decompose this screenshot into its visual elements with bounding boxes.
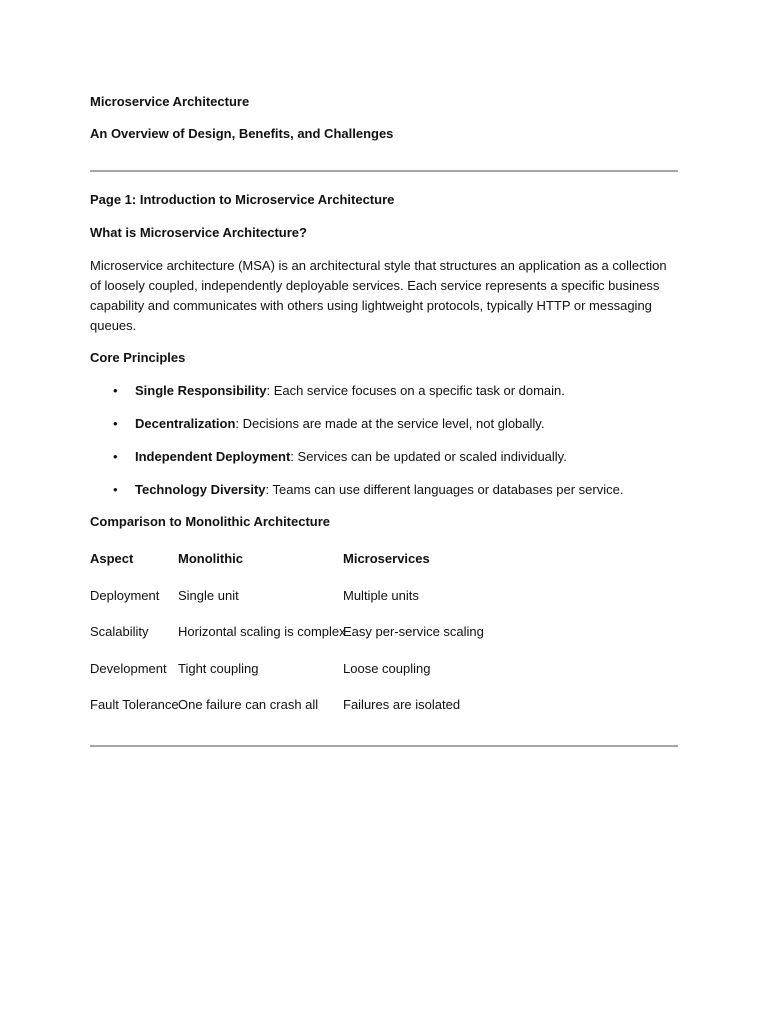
- table-cell: Fault Tolerance: [90, 697, 179, 712]
- bottom-divider: [90, 745, 678, 747]
- table-header-cell: Microservices: [343, 551, 430, 566]
- table-cell: Development: [90, 661, 167, 676]
- table-cell: Loose coupling: [343, 661, 431, 676]
- principle-term: Technology Diversity: [135, 482, 266, 497]
- bullet-icon: •: [113, 482, 118, 497]
- page-heading: Page 1: Introduction to Microservice Architecture: [90, 192, 395, 207]
- principle-desc: : Teams can use different languages or databases per service.: [265, 482, 624, 497]
- section-heading-what: What is Microservice Architecture?: [90, 225, 307, 240]
- table-cell: Deployment: [90, 588, 160, 603]
- document-subtitle: An Overview of Design, Benefits, and Challenges: [90, 126, 394, 141]
- bullet-icon: •: [113, 449, 118, 464]
- table-header-cell: Aspect: [90, 551, 134, 566]
- section-heading-comparison: Comparison to Monolithic Architecture: [90, 514, 331, 529]
- principle-term: Independent Deployment: [135, 449, 291, 464]
- table-cell: Single unit: [178, 588, 239, 603]
- table-cell: Easy per-service scaling: [343, 624, 484, 639]
- top-divider: [90, 170, 678, 172]
- principle-desc: : Decisions are made at the service level, not globally.: [235, 416, 545, 431]
- bullet-icon: •: [113, 383, 118, 398]
- table-cell: Failures are isolated: [343, 697, 461, 712]
- principle-desc: : Services can be updated or scaled individually.: [290, 449, 567, 464]
- principle-term: Single Responsibility: [135, 383, 267, 398]
- table-cell: Tight coupling: [178, 661, 259, 676]
- table-header-cell: Monolithic: [178, 551, 243, 566]
- section-heading-principles: Core Principles: [90, 350, 186, 365]
- table-cell: Multiple units: [343, 588, 419, 603]
- intro-paragraph: Microservice architecture (MSA) is an architectural style that structures an application as a collection of loosely coupled, independently deployable services. Each service represents a specific business capability and communicates with others using lightweight protocols, typically HTTP or messaging queues.: [90, 258, 667, 333]
- table-cell: Scalability: [90, 624, 149, 639]
- table-cell: Horizontal scaling is complex: [178, 624, 346, 639]
- principle-desc: : Each service focuses on a specific task or domain.: [266, 383, 565, 398]
- bullet-icon: •: [113, 416, 118, 431]
- principle-term: Decentralization: [135, 416, 236, 431]
- document-title: Microservice Architecture: [90, 94, 250, 109]
- table-cell: One failure can crash all: [178, 697, 319, 712]
